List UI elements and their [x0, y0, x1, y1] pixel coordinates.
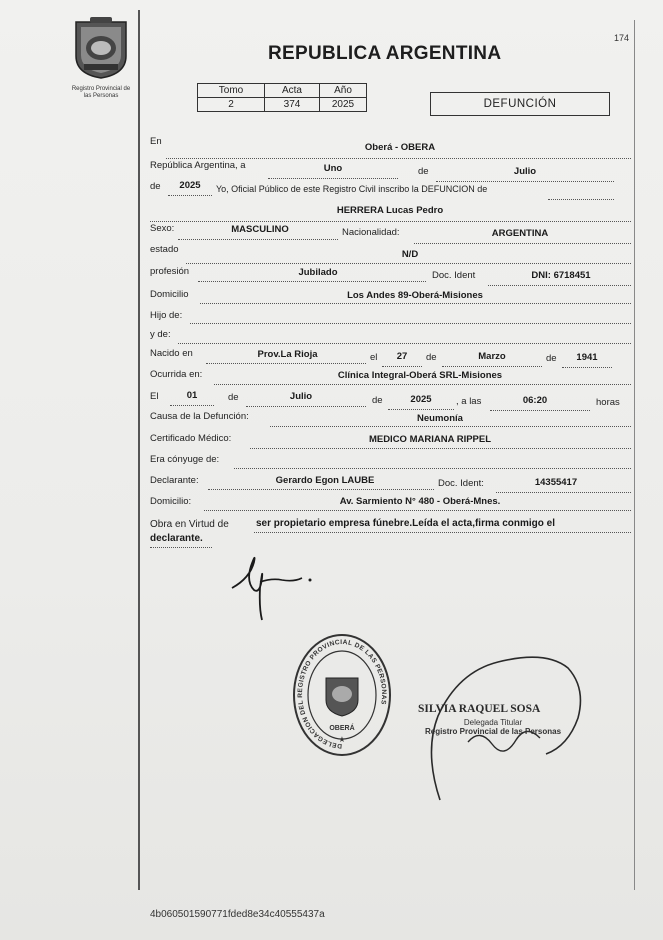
- page-number: 174: [614, 33, 630, 43]
- de-label: de: [418, 166, 429, 177]
- certificado-label: Certificado Médico:: [150, 433, 232, 444]
- republica-label: República Argentina, a: [150, 160, 246, 171]
- el-label: el: [370, 352, 378, 363]
- anio-value: 2025: [320, 98, 367, 112]
- nacionalidad-label: Nacionalidad:: [342, 227, 400, 238]
- yde-label: y de:: [150, 329, 171, 340]
- dotted-line: [198, 281, 426, 282]
- dotted-line: [250, 448, 631, 449]
- official-name: SILVIA RAQUEL SOSA: [418, 703, 541, 715]
- official-role: Delegada Titular: [463, 718, 523, 727]
- profesion-value: Jubilado: [298, 267, 338, 278]
- fallec-dia-value: 01: [186, 390, 198, 401]
- oficial-text: Yo, Oficial Público de este Registro Civil inscribo la DEFUNCION de: [216, 184, 488, 194]
- svg-text:★: ★: [338, 735, 346, 744]
- declarante-label: Declarante:: [150, 475, 199, 486]
- right-margin-line: [634, 20, 635, 890]
- declarante-value: Gerardo Egon LAUBE: [275, 475, 375, 486]
- dotted-line: [150, 547, 212, 548]
- acta-value: 374: [265, 98, 320, 112]
- domicilio2-value: Av. Sarmiento N° 480 - Oberá-Mnes.: [339, 496, 501, 507]
- domicilio-label: Domicilio: [150, 289, 189, 300]
- mes-value: Julio: [513, 166, 537, 177]
- dotted-line: [490, 410, 590, 411]
- domicilio-value: Los Andes 89-Oberá-Misiones: [347, 290, 483, 301]
- horas-label: horas: [596, 397, 620, 408]
- document-hash: 4b060501590771fded8e34c40555437a: [150, 909, 325, 920]
- causa-label: Causa de la Defunción:: [150, 411, 249, 422]
- dotted-line: [246, 406, 366, 407]
- seal-ring-text: DELEGACION DEL REGISTRO PROVINCIAL DE LAS PERSONAS: [297, 638, 388, 750]
- left-margin-line: [138, 10, 140, 890]
- registry-logo-icon: [70, 16, 132, 80]
- nacido-lugar-value: Prov.La Rioja: [257, 349, 318, 360]
- obra-value-line2: declarante.: [150, 533, 203, 544]
- dotted-line: [436, 181, 614, 182]
- nacionalidad-value: ARGENTINA: [491, 228, 549, 239]
- domicilio2-label: Domicilio:: [150, 496, 192, 507]
- dotted-line: [214, 384, 631, 385]
- ocurrida-label: Ocurrida en:: [150, 369, 203, 380]
- official-org: Registro Provincial de las Personas: [424, 727, 562, 736]
- doc-label: Doc. Ident: [432, 270, 476, 281]
- dotted-line: [488, 285, 631, 286]
- hijo-label: Hijo de:: [150, 310, 183, 321]
- nacido-dia-value: 27: [396, 351, 408, 362]
- fallec-anio-value: 2025: [410, 394, 432, 405]
- nacido-mes-value: Marzo: [478, 351, 506, 362]
- dotted-line: [496, 492, 631, 493]
- nacido-label: Nacido en: [150, 348, 193, 359]
- a-las-label: , a las: [456, 396, 482, 407]
- certificate-type-box: DEFUNCIÓN: [430, 92, 610, 116]
- dotted-line: [562, 367, 612, 368]
- dotted-line: [166, 158, 631, 159]
- fallec-de2-label: de: [372, 395, 383, 406]
- anio-value: 2025: [179, 180, 201, 191]
- en-value: Oberá - OBERA: [364, 142, 436, 153]
- estado-value: N/D: [401, 249, 419, 260]
- dotted-line: [234, 468, 631, 469]
- seal-center-text: OBERÁ: [329, 725, 355, 732]
- deceased-name: HERRERA Lucas Pedro: [336, 205, 444, 216]
- nacido-de2-label: de: [546, 353, 557, 364]
- obra-label: Obra en Virtud de: [150, 519, 229, 530]
- dotted-line: [254, 532, 631, 533]
- estado-label: estado: [150, 244, 179, 255]
- dotted-line: [168, 195, 212, 196]
- registry-table: [197, 83, 367, 112]
- official-seal-icon: [292, 632, 392, 758]
- en-label: En: [150, 136, 162, 147]
- doc2-label: Doc. Ident:: [438, 478, 484, 489]
- acta-header: Acta: [265, 84, 320, 98]
- causa-value: Neumonía: [417, 413, 463, 424]
- logo-caption: Registro Provincial de las Personas: [71, 86, 131, 99]
- ocurrida-value: Clínica Integral-Oberá SRL-Misiones: [337, 370, 503, 381]
- dotted-line: [150, 221, 631, 222]
- dotted-line: [190, 323, 631, 324]
- fallec-mes-value: Julio: [289, 391, 313, 402]
- dotted-line: [178, 239, 338, 240]
- dotted-line: [208, 489, 434, 490]
- dotted-line: [442, 366, 542, 367]
- anio-header: Año: [320, 84, 367, 98]
- el2-label: El: [150, 391, 159, 402]
- certificado-value: MEDICO MARIANA RIPPEL: [368, 434, 492, 445]
- official-signature-block: [418, 703, 568, 736]
- doc-value: DNI: 6718451: [531, 270, 591, 281]
- conyuge-label: Era cónyuge de:: [150, 454, 220, 465]
- sexo-value: MASCULINO: [231, 224, 289, 235]
- dia-value: Uno: [323, 163, 343, 174]
- tomo-header: Tomo: [198, 84, 265, 98]
- dotted-line: [414, 243, 631, 244]
- page-title: REPUBLICA ARGENTINA: [268, 43, 502, 64]
- profesion-label: profesión: [150, 266, 190, 277]
- dotted-line: [204, 510, 631, 511]
- doc2-value: 14355417: [534, 477, 578, 488]
- sexo-label: Sexo:: [150, 223, 175, 234]
- dotted-line: [178, 343, 631, 344]
- nacido-anio-value: 1941: [576, 352, 598, 363]
- dotted-line: [268, 178, 398, 179]
- dotted-line: [200, 303, 631, 304]
- dotted-line: [206, 363, 366, 364]
- dotted-line: [170, 405, 214, 406]
- declarant-signature-icon: [224, 548, 324, 626]
- de2-label: de: [150, 181, 161, 192]
- fallec-hora-value: 06:20: [522, 395, 548, 406]
- dotted-line: [388, 409, 454, 410]
- fallec-de-label: de: [228, 392, 239, 403]
- dotted-line: [548, 199, 614, 200]
- dotted-line: [186, 263, 631, 264]
- nacido-de-label: de: [426, 352, 437, 363]
- dotted-line: [382, 366, 422, 367]
- obra-value-line1: ser propietario empresa fúnebre.Leída el acta,firma conmigo el: [256, 518, 555, 529]
- tomo-value: 2: [198, 98, 265, 112]
- dotted-line: [270, 426, 631, 427]
